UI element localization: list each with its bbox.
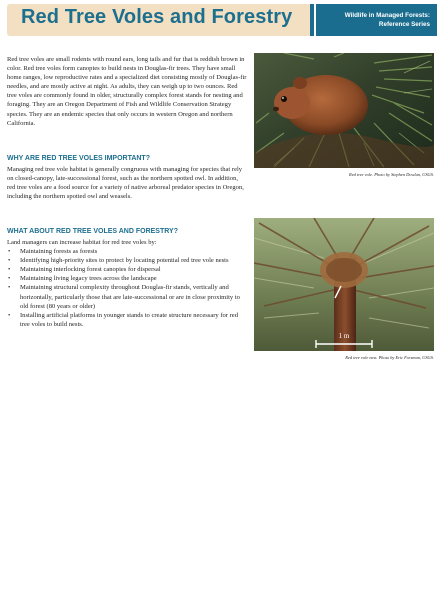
habitat-list	[7, 247, 247, 329]
list-item: • Maintaining forests as forests	[7, 247, 247, 256]
list-item: • Maintaining living legacy trees across the landscape	[7, 274, 247, 283]
series-subtitle: Reference Series	[378, 20, 430, 28]
scale-label: 1 m	[338, 332, 350, 340]
series-name: Wildlife in Managed Forests:	[344, 12, 430, 19]
list-item: • Maintaining structural complexity throughout Douglas-fir stands, vertically and horizontally, particularly those that are late-successional or are in close proximity to old forest (80 years or older)	[7, 283, 247, 310]
page-title: Red Tree Voles and Forestry	[21, 6, 293, 28]
why-section	[7, 165, 247, 201]
red-tree-vole-photo	[254, 53, 434, 168]
intro-section	[7, 55, 247, 128]
forestry-intro: Land managers can increase habitat for red tree voles by:	[7, 239, 157, 246]
why-heading: WHY ARE RED TREE VOLES IMPORTANT?	[7, 155, 150, 162]
nest-photo-caption: Red tree vole nest. Photo by Eric Forsman, USGS.	[345, 355, 434, 360]
vole-nest-photo	[254, 218, 434, 351]
series-tab	[310, 4, 437, 36]
list-item: • Installing artificial platforms in younger stands to create structure necessary for red tree voles to build nests.	[7, 311, 247, 329]
intro-paragraph: Red tree voles are small rodents with round ears, long tails and fur that is reddish brown in color. Red tree voles form canopies to build nests in Douglas-fir trees. They have small home ranges, low reproductive rates and a specialized diet consisting mostly of Douglas-fir needles, and are mostly active at night. As adults, they can weigh up to two ounces. Red tree voles are commonly found in older, structurally complex forest stands for nesting and foraging. They are an Oregon Department of Fish and Wildlife Conservation Strategy species. They are an endemic species that only occurs in western Oregon and northern California.	[7, 56, 247, 127]
list-item: • Maintaining interlocking forest canopies for dispersal	[7, 265, 247, 274]
vole-photo-caption: Red tree vole. Photo by Stephen Dowlan, USGS.	[349, 172, 434, 177]
list-item: • Identifying high-priority sites to protect by locating potential red tree vole nests	[7, 256, 247, 265]
why-paragraph: Managing red tree vole habitat is generally congruous with managing for species that rely on closed-canopy, late-successional forest, such as the northern spotted owl. In addition, red tree voles are a food source for a variety of native arboreal predator species in Oregon, including the northern spotted owl and weasels.	[7, 166, 244, 201]
forestry-heading: WHAT ABOUT RED TREE VOLES AND FORESTRY?	[7, 228, 178, 235]
forestry-section	[7, 238, 247, 329]
